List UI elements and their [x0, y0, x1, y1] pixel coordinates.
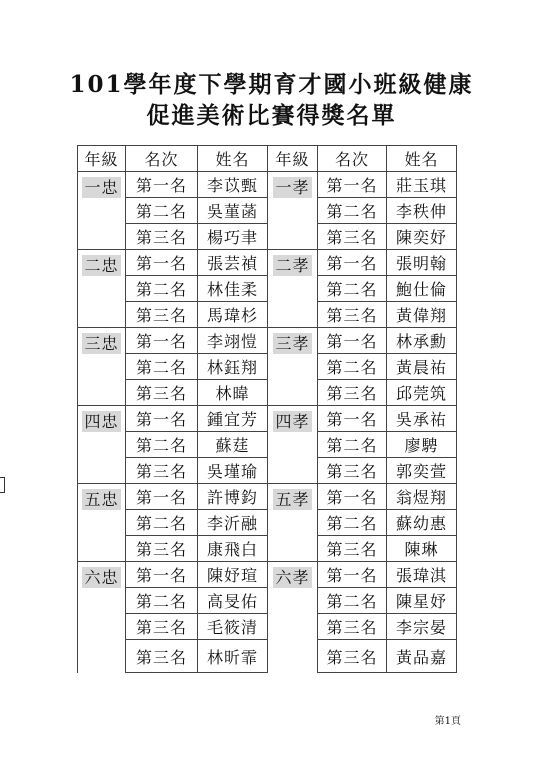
right-rank-cell — [318, 588, 387, 614]
left-name-cell-text: 林暐 — [215, 384, 250, 403]
left-rank-cell-text: 第三名 — [135, 540, 187, 559]
table-row — [78, 198, 457, 224]
left-rank-cell-text: 第二名 — [135, 202, 187, 221]
right-rank-cell — [318, 484, 387, 510]
left-rank-cell — [126, 276, 198, 302]
left-rank-cell-text: 第一名 — [135, 566, 187, 585]
table-row — [78, 536, 457, 562]
document-title-line2: 促進美術比賽得獎名單 — [146, 102, 397, 129]
table-row — [78, 224, 457, 250]
left-name-cell-text: 張芸禎 — [206, 254, 258, 273]
right-class-cell — [268, 562, 318, 673]
right-rank-cell — [318, 224, 387, 250]
left-class-cell — [78, 328, 126, 406]
right-rank-cell-text: 第三名 — [326, 462, 378, 481]
right-name-cell-text: 陳奕妤 — [395, 228, 447, 247]
left-name-cell-text: 陳妤瑄 — [206, 566, 258, 585]
left-rank-cell-text: 第二名 — [135, 280, 187, 299]
header-rank-left: 名次 — [126, 146, 198, 172]
table-row — [78, 562, 457, 588]
right-rank-cell-text: 第一名 — [326, 176, 378, 195]
table-row — [78, 354, 457, 380]
right-name-cell — [387, 198, 457, 224]
left-name-cell — [198, 562, 268, 588]
left-rank-cell — [126, 406, 198, 432]
right-name-cell-text: 李宗晏 — [395, 618, 447, 637]
left-name-cell — [198, 380, 268, 406]
header-name-left: 姓名 — [198, 146, 268, 172]
right-name-cell-text: 陳星妤 — [395, 592, 447, 611]
left-name-cell-text: 毛筱清 — [206, 618, 258, 637]
right-name-cell — [387, 224, 457, 250]
table-row — [78, 640, 457, 673]
right-name-cell-text: 黃晨祐 — [395, 358, 447, 377]
header-grade-left: 年級 — [78, 146, 126, 172]
left-name-cell-text: 鍾宜芳 — [206, 410, 258, 429]
left-class-cell-text: 三忠 — [84, 334, 119, 353]
left-name-cell-text: 李翊愷 — [206, 332, 258, 351]
left-rank-cell — [126, 380, 198, 406]
left-rank-cell — [126, 614, 198, 640]
left-rank-cell-text: 第三名 — [135, 618, 187, 637]
left-name-cell-text: 林佳柔 — [206, 280, 258, 299]
left-name-cell — [198, 172, 268, 198]
left-name-cell — [198, 302, 268, 328]
left-name-cell — [198, 510, 268, 536]
left-name-cell — [198, 588, 268, 614]
right-name-cell — [387, 536, 457, 562]
left-name-cell-text: 馬瑋杉 — [206, 306, 258, 325]
right-name-cell-text: 鮑仕倫 — [395, 280, 447, 299]
right-name-cell — [387, 614, 457, 640]
left-name-cell — [198, 484, 268, 510]
right-rank-cell — [318, 172, 387, 198]
right-name-cell — [387, 380, 457, 406]
left-name-cell — [198, 198, 268, 224]
right-name-cell-text: 李秩伸 — [395, 202, 447, 221]
left-name-cell — [198, 354, 268, 380]
left-name-cell-text: 李苡甄 — [206, 176, 258, 195]
right-class-cell-text: 三孝 — [275, 334, 310, 353]
right-rank-cell — [318, 614, 387, 640]
header-name-right: 姓名 — [387, 146, 457, 172]
right-rank-cell-text: 第三名 — [326, 306, 378, 325]
right-name-cell — [387, 484, 457, 510]
left-rank-cell-text: 第三名 — [135, 462, 187, 481]
left-rank-cell — [126, 328, 198, 354]
right-class-cell-text: 二孝 — [275, 256, 310, 275]
left-name-cell-text: 許博鈞 — [206, 488, 258, 507]
margin-bracket-mark — [0, 477, 5, 493]
left-rank-cell — [126, 562, 198, 588]
right-rank-cell — [318, 458, 387, 484]
right-name-cell-text: 蘇幼惠 — [395, 514, 447, 533]
right-rank-cell — [318, 276, 387, 302]
left-name-cell-text: 李沂融 — [206, 514, 258, 533]
table-row — [78, 172, 457, 198]
right-rank-cell — [318, 198, 387, 224]
left-name-cell-text: 高旻佑 — [206, 592, 258, 611]
right-class-cell-text: 四孝 — [275, 412, 310, 431]
right-rank-cell-text: 第二名 — [326, 358, 378, 377]
left-rank-cell — [126, 224, 198, 250]
right-rank-cell — [318, 250, 387, 276]
left-rank-cell — [126, 640, 198, 673]
left-rank-cell-text: 第一名 — [135, 410, 187, 429]
table-row — [78, 406, 457, 432]
left-class-cell — [78, 250, 126, 328]
left-name-cell-text: 吳菫菡 — [206, 202, 258, 221]
left-name-cell — [198, 250, 268, 276]
award-table — [77, 145, 457, 673]
right-rank-cell — [318, 328, 387, 354]
right-rank-cell-text: 第二名 — [326, 202, 378, 221]
left-class-cell-text: 一忠 — [84, 178, 119, 197]
right-rank-cell — [318, 302, 387, 328]
right-class-cell — [268, 172, 318, 250]
left-rank-cell — [126, 588, 198, 614]
left-class-cell-text: 五忠 — [84, 490, 119, 509]
left-rank-cell-text: 第一名 — [135, 332, 187, 351]
right-name-cell — [387, 302, 457, 328]
right-name-cell — [387, 354, 457, 380]
right-class-cell-text: 六孝 — [275, 568, 310, 587]
left-name-cell — [198, 276, 268, 302]
right-name-cell — [387, 172, 457, 198]
right-class-cell-text: 五孝 — [275, 490, 310, 509]
left-class-cell — [78, 406, 126, 484]
table-row — [78, 302, 457, 328]
right-rank-cell — [318, 406, 387, 432]
left-class-cell — [78, 484, 126, 562]
left-name-cell — [198, 406, 268, 432]
left-rank-cell — [126, 458, 198, 484]
right-rank-cell-text: 第三名 — [326, 647, 378, 667]
right-rank-cell-text: 第三名 — [326, 618, 378, 637]
right-rank-cell-text: 第二名 — [326, 280, 378, 299]
right-name-cell-text: 莊玉琪 — [395, 176, 447, 195]
left-rank-cell-text: 第一名 — [135, 254, 187, 273]
right-name-cell — [387, 406, 457, 432]
left-rank-cell — [126, 198, 198, 224]
right-name-cell-text: 黃品嘉 — [395, 647, 447, 667]
left-name-cell-text: 楊巧聿 — [206, 228, 258, 247]
right-rank-cell-text: 第一名 — [326, 254, 378, 273]
left-name-cell — [198, 614, 268, 640]
left-rank-cell-text: 第二名 — [135, 436, 187, 455]
table-row — [78, 510, 457, 536]
right-rank-cell-text: 第一名 — [326, 488, 378, 507]
left-name-cell — [198, 458, 268, 484]
right-rank-cell-text: 第三名 — [326, 540, 378, 559]
right-name-cell-text: 廖騁 — [404, 436, 439, 455]
left-name-cell-text: 吳瑾瑜 — [206, 462, 258, 481]
left-class-cell — [78, 562, 126, 673]
right-name-cell — [387, 588, 457, 614]
right-class-cell — [268, 406, 318, 484]
right-name-cell — [387, 250, 457, 276]
header-grade-right: 年級 — [268, 146, 318, 172]
right-rank-cell — [318, 354, 387, 380]
header-rank-right: 名次 — [318, 146, 387, 172]
right-name-cell-text: 林承勳 — [395, 332, 447, 351]
right-rank-cell-text: 第一名 — [326, 410, 378, 429]
table-row — [78, 250, 457, 276]
left-rank-cell — [126, 302, 198, 328]
right-class-cell-text: 一孝 — [275, 178, 310, 197]
right-class-cell — [268, 484, 318, 562]
left-rank-cell-text: 第一名 — [135, 488, 187, 507]
left-rank-cell — [126, 432, 198, 458]
right-rank-cell — [318, 510, 387, 536]
right-rank-cell — [318, 640, 387, 673]
left-class-cell-text: 六忠 — [84, 568, 119, 587]
left-name-cell — [198, 224, 268, 250]
table-row — [78, 588, 457, 614]
left-name-cell — [198, 328, 268, 354]
left-rank-cell-text: 第三名 — [135, 306, 187, 325]
right-rank-cell-text: 第三名 — [326, 228, 378, 247]
right-name-cell — [387, 640, 457, 673]
right-name-cell — [387, 328, 457, 354]
table-row — [78, 484, 457, 510]
right-name-cell — [387, 276, 457, 302]
left-rank-cell — [126, 172, 198, 198]
left-rank-cell — [126, 354, 198, 380]
right-name-cell-text: 邱莞筑 — [395, 384, 447, 403]
right-name-cell — [387, 562, 457, 588]
right-class-cell — [268, 250, 318, 328]
table-header-row — [78, 146, 457, 172]
document-title-line1: 101學年度下學期育才國小班級健康 — [69, 71, 474, 98]
left-rank-cell-text: 第二名 — [135, 358, 187, 377]
left-name-cell — [198, 432, 268, 458]
table-row — [78, 458, 457, 484]
right-name-cell-text: 張明翰 — [395, 254, 447, 273]
left-name-cell-text: 康飛白 — [206, 540, 258, 559]
right-rank-cell — [318, 562, 387, 588]
left-rank-cell-text: 第三名 — [135, 228, 187, 247]
right-name-cell-text: 郭奕萱 — [395, 462, 447, 481]
table-row — [78, 432, 457, 458]
left-class-cell — [78, 172, 126, 250]
left-rank-cell-text: 第二名 — [135, 592, 187, 611]
right-name-cell-text: 張瑋淇 — [395, 566, 447, 585]
right-rank-cell-text: 第一名 — [326, 566, 378, 585]
right-rank-cell-text: 第二名 — [326, 592, 378, 611]
right-name-cell — [387, 458, 457, 484]
right-name-cell-text: 黃偉翔 — [395, 306, 447, 325]
right-name-cell — [387, 510, 457, 536]
left-rank-cell — [126, 250, 198, 276]
right-rank-cell-text: 第一名 — [326, 332, 378, 351]
page-number: 第1頁 — [434, 716, 461, 727]
right-name-cell — [387, 432, 457, 458]
left-rank-cell — [126, 510, 198, 536]
right-name-cell-text: 翁煜翔 — [395, 488, 447, 507]
right-rank-cell — [318, 380, 387, 406]
right-rank-cell-text: 第二名 — [326, 514, 378, 533]
left-name-cell-text: 蘇莛 — [215, 436, 250, 455]
left-name-cell-text: 林昕霏 — [206, 647, 258, 667]
left-name-cell-text: 林鈺翔 — [206, 358, 258, 377]
table-row — [78, 614, 457, 640]
left-rank-cell — [126, 536, 198, 562]
right-rank-cell-text: 第三名 — [326, 384, 378, 403]
left-class-cell-text: 二忠 — [84, 256, 119, 275]
left-rank-cell-text: 第一名 — [135, 176, 187, 195]
left-name-cell — [198, 536, 268, 562]
right-name-cell-text: 陳琳 — [404, 540, 439, 559]
right-name-cell-text: 吳承祐 — [395, 410, 447, 429]
left-class-cell-text: 四忠 — [84, 412, 119, 431]
left-rank-cell-text: 第三名 — [135, 384, 187, 403]
table-row — [78, 380, 457, 406]
table-row — [78, 276, 457, 302]
table-row — [78, 328, 457, 354]
left-rank-cell — [126, 484, 198, 510]
right-rank-cell — [318, 432, 387, 458]
left-rank-cell-text: 第二名 — [135, 514, 187, 533]
right-rank-cell — [318, 536, 387, 562]
right-class-cell — [268, 328, 318, 406]
right-rank-cell-text: 第二名 — [326, 436, 378, 455]
left-rank-cell-text: 第三名 — [135, 647, 187, 667]
left-name-cell — [198, 640, 268, 673]
